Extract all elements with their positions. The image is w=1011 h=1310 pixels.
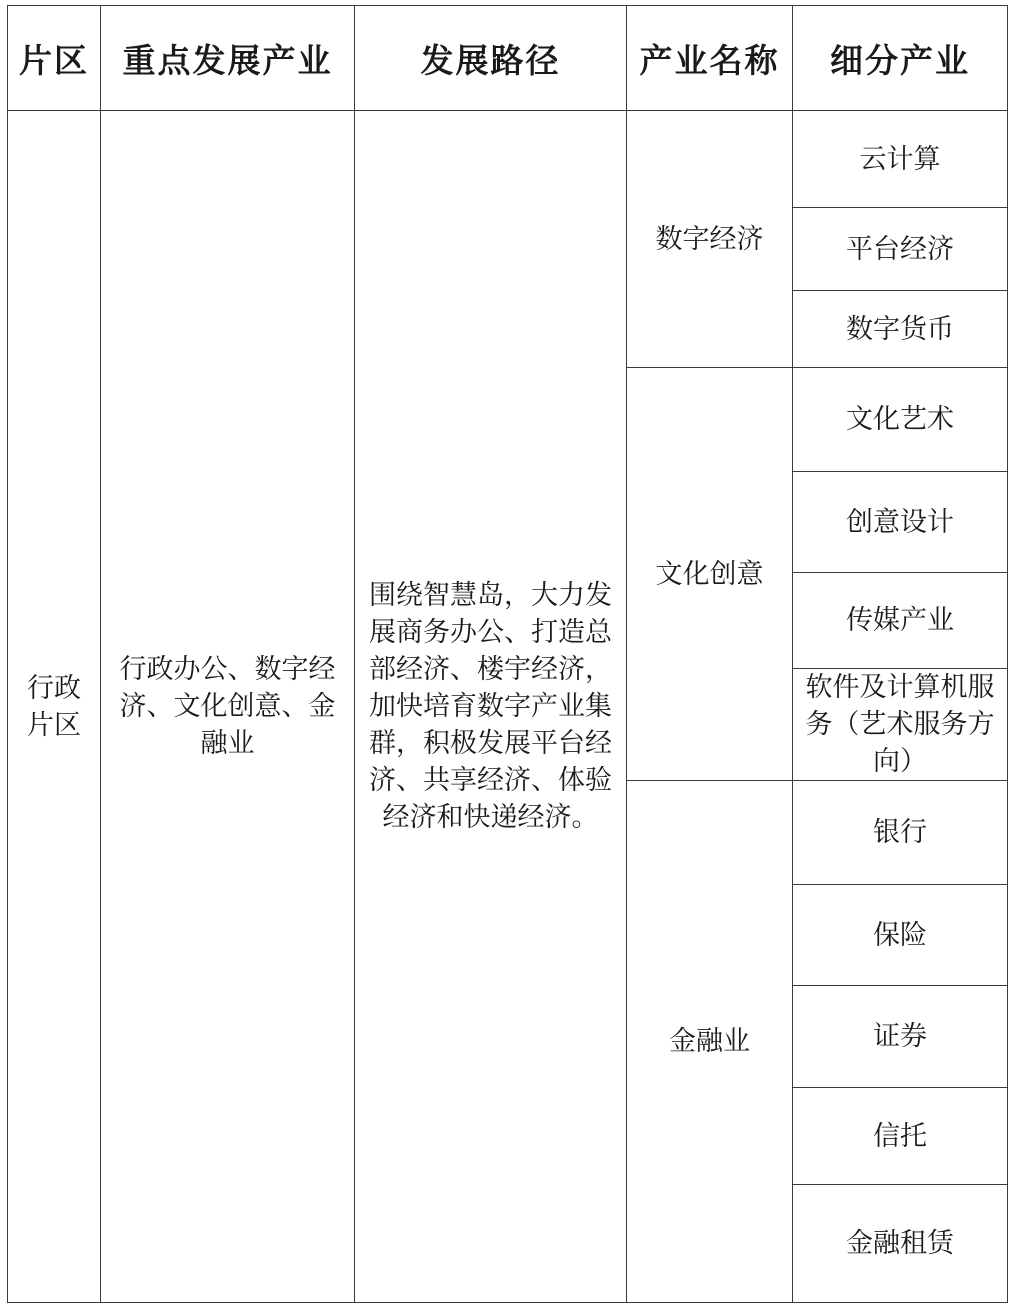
region-cell: 行政片区 [8,111,101,1303]
table-row [8,111,1008,208]
header-development-path: 发展路径 [355,6,627,111]
sub-industry-cell: 传媒产业 [793,573,1008,669]
industry-planning-table [7,5,1008,1303]
industry-name-cell: 文化创意 [627,368,793,781]
sub-industry-cell: 保险 [793,885,1008,986]
sub-industry-cell: 文化艺术 [793,368,1008,472]
table-header-row [8,6,1008,111]
sub-industry-cell: 平台经济 [793,208,1008,291]
industry-name-cell: 数字经济 [627,111,793,368]
development-path-cell: 围绕智慧岛，大力发展商务办公、打造总部经济、楼宇经济，加快培育数字产业集群，积极发展平台经济、共享经济、体验经济和快递经济。 [355,111,627,1303]
sub-industry-cell: 金融租赁 [793,1185,1008,1303]
focus-industries-cell: 行政办公、数字经济、文化创意、金融业 [101,111,355,1303]
sub-industry-cell: 创意设计 [793,472,1008,573]
sub-industry-cell: 信托 [793,1088,1008,1185]
header-focus-industries: 重点发展产业 [101,6,355,111]
sub-industry-cell: 软件及计算机服务（艺术服务方向） [793,669,1008,781]
industry-name-cell: 金融业 [627,781,793,1303]
header-sub-industry: 细分产业 [793,6,1008,111]
header-industry-name: 产业名称 [627,6,793,111]
sub-industry-cell: 银行 [793,781,1008,885]
sub-industry-cell: 云计算 [793,111,1008,208]
header-region: 片区 [8,6,101,111]
sub-industry-cell: 证券 [793,986,1008,1088]
sub-industry-cell: 数字货币 [793,291,1008,368]
